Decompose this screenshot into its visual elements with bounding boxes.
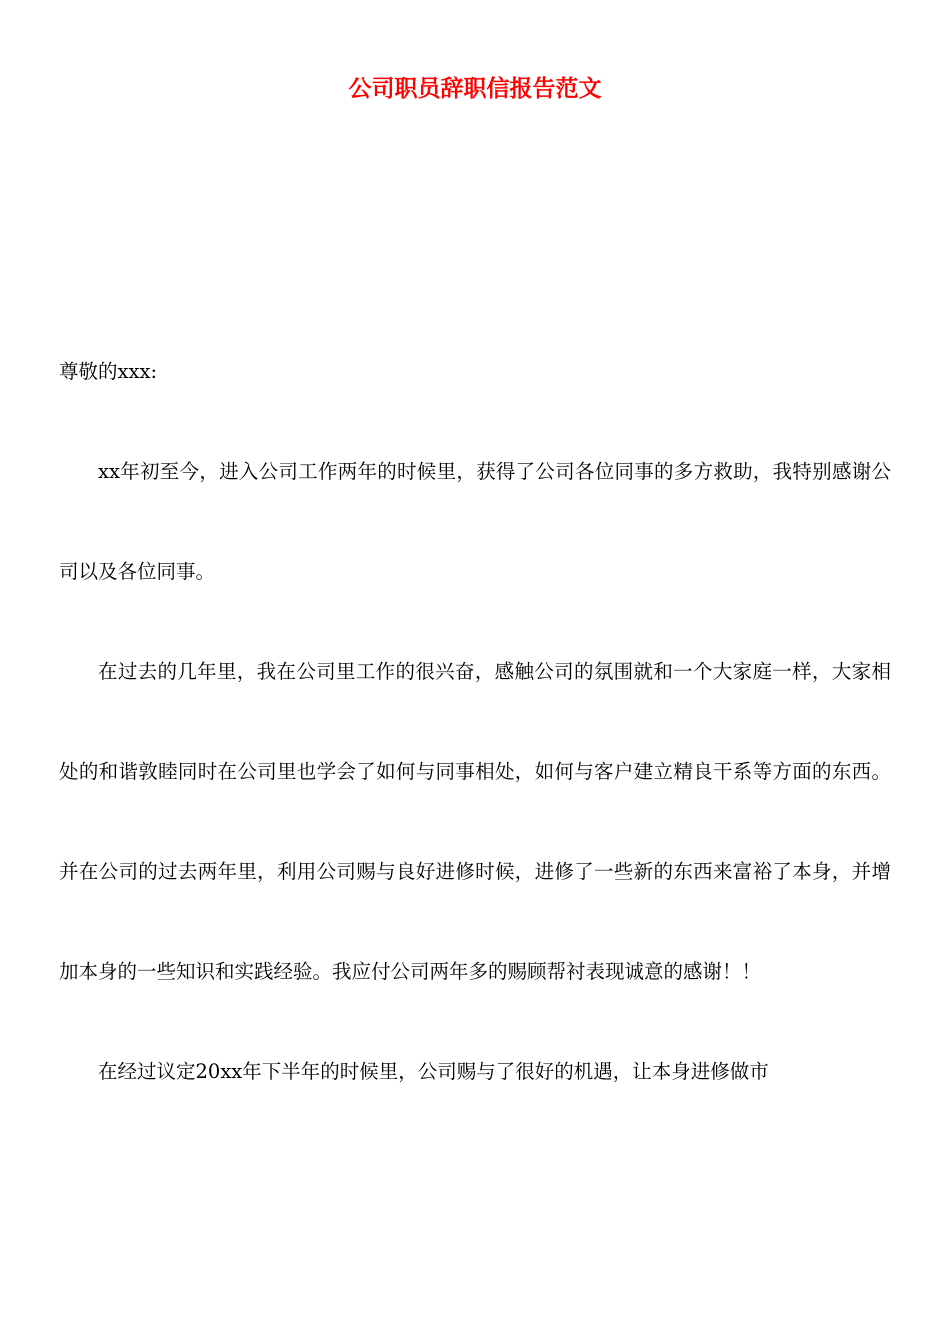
- letter-body: [59, 350, 891, 1150]
- paragraph-2: 在过去的几年里，我在公司里工作的很兴奋，感触公司的氛围就和一个大家庭一样，大家相处的和谐敦睦同时在公司里也学会了如何与同事相处，如何与客户建立精良干系等方面的东西。并在公司的过去两年里，利用公司赐与良好进修时候，进修了一些新的东西来富裕了本身，并增加本身的一些知识和实践经验。我应付公司两年多的赐顾帮衬表现诚意的感谢！！: [59, 660, 891, 983]
- paragraph-3: 在经过议定20xx年下半年的时候里，公司赐与了很好的机遇，让本身进修做市: [98, 1060, 769, 1083]
- paragraph-1: xx年初至今，进入公司工作两年的时候里，获得了公司各位同事的多方救助，我特别感谢公司以及各位同事。: [59, 460, 891, 583]
- document-title: 公司职员辞职信报告范文: [348, 76, 602, 102]
- salutation: 尊敬的xxx:: [59, 360, 158, 383]
